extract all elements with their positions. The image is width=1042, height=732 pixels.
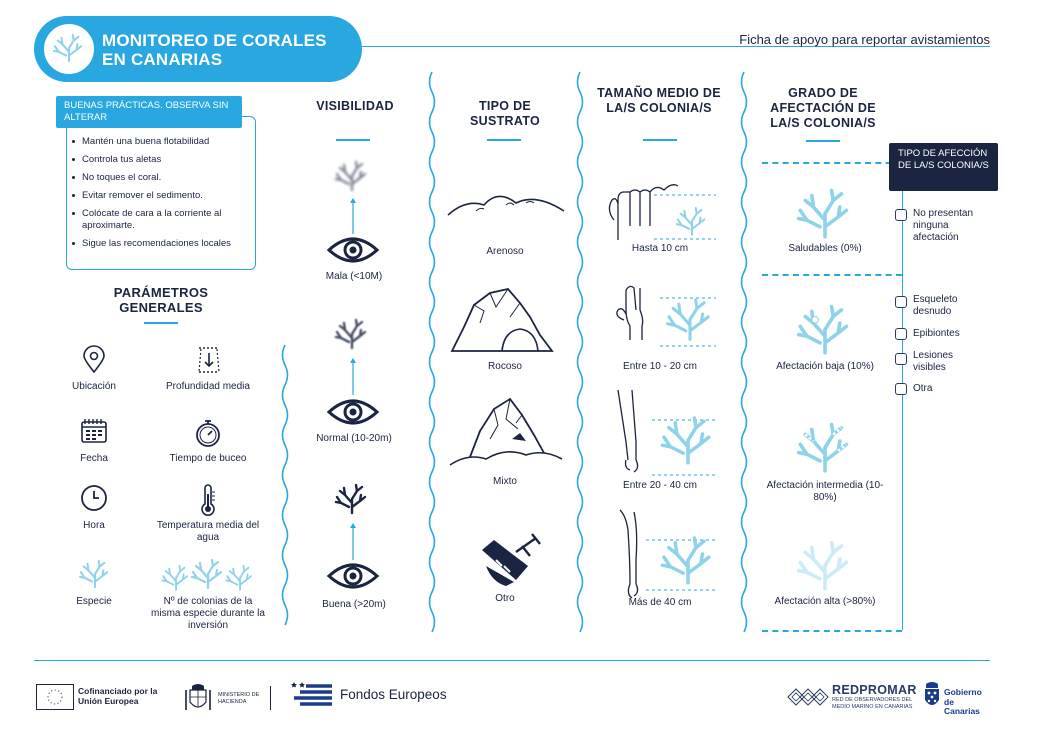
ministry-text: MINISTERIO DE HACIENDA: [218, 692, 260, 705]
eu-flag-icon: [36, 684, 74, 710]
list-item: Sigue las recomendaciones locales: [70, 238, 250, 250]
param-label: Tiempo de buceo: [169, 453, 247, 464]
param-label: Hora: [83, 520, 105, 531]
param-label: Ubicación: [72, 381, 116, 392]
param-label: Temperatura media del agua: [156, 520, 260, 543]
section-divider: [336, 139, 370, 141]
section-divider: [806, 140, 840, 142]
redpromar-subtitle: RED DE OBSERVADORES DEL MEDIO MARINO EN CANARIAS: [832, 697, 913, 710]
row-divider: [762, 274, 902, 276]
low-affection-coral-icon: [790, 300, 860, 356]
affection-type-heading: TIPO DE AFECCIÓN DE LA/S COLONIA/S: [889, 143, 998, 191]
affection-type-label: No presentan ninguna afectación: [913, 208, 974, 243]
param-label: Fecha: [80, 453, 108, 464]
affection-type-label: Otra: [913, 383, 933, 394]
substrate-label: Arenoso: [486, 246, 524, 257]
section-divider: [487, 139, 521, 141]
size-label: Hasta 10 cm: [631, 243, 689, 254]
affection-label: Afectación intermedia (10-80%): [766, 480, 884, 503]
general-parameters-heading: PARÁMETROS GENERALES: [113, 285, 209, 315]
bare-skeleton-checkbox[interactable]: [895, 296, 907, 308]
visibility-label: Normal (10-20m): [316, 433, 392, 444]
row-divider: [762, 630, 902, 632]
redpromar-logo-icon: [788, 686, 828, 708]
sandy-substrate-icon: [446, 185, 566, 235]
size-label: Entre 10 - 20 cm: [623, 361, 697, 372]
healthy-coral-icon: [790, 184, 860, 240]
param-label: Especie: [76, 596, 112, 607]
visibility-label: Buena (>20m): [322, 599, 386, 610]
affection-type-label: Epibiontes: [913, 328, 960, 339]
substrate-heading: TIPO DE SUSTRATO: [470, 99, 540, 128]
spain-coat-of-arms-icon: [184, 682, 212, 714]
list-item: No toques el coral.: [70, 172, 250, 184]
affection-type-label: Lesiones visibles: [913, 350, 954, 373]
no-affection-checkbox[interactable]: [895, 209, 907, 221]
page-title: MONITOREO DE CORALES EN CANARIAS: [102, 31, 327, 69]
footer-divider: [270, 686, 271, 710]
list-item: Evitar remover el sedimento.: [70, 190, 250, 202]
epibionts-checkbox[interactable]: [895, 328, 907, 340]
size-graphics: [596, 170, 726, 630]
gobierno-canarias-text: Gobierno de Canarias: [944, 687, 982, 716]
affection-label: Afectación alta (>80%): [774, 596, 876, 607]
affection-label: Saludables (0%): [788, 243, 862, 254]
affection-label: Afectación baja (10%): [776, 361, 874, 372]
list-item: Controla tus aletas: [70, 154, 250, 166]
mixed-substrate-icon: [446, 395, 564, 469]
row-divider: [762, 162, 902, 164]
list-item: Colócate de cara a la corriente al aproximarte.: [70, 208, 250, 231]
rocky-substrate-icon: [450, 287, 555, 353]
section-divider: [643, 139, 677, 141]
gobierno-canarias-shield-icon: [922, 680, 942, 710]
page-subtitle: Ficha de apoyo para reportar avistamientos: [739, 32, 990, 47]
visible-lesions-checkbox[interactable]: [895, 353, 907, 365]
eu-cofinanced-text: Cofinanciado por la Unión Europea: [78, 686, 158, 706]
high-affection-coral-icon: [790, 536, 860, 592]
good-practices-heading: BUENAS PRÁCTICAS. OBSERVA SIN ALTERAR: [56, 96, 242, 128]
other-affection-checkbox[interactable]: [895, 383, 907, 395]
param-label: Profundidad media: [166, 381, 250, 392]
affection-degree-heading: GRADO DE AFECTACIÓN DE LA/S COLONIA/S: [770, 86, 876, 130]
list-item: Mantén una buena flotabilidad: [70, 136, 250, 148]
redpromar-text: REDPROMAR: [832, 683, 917, 697]
affection-type-label: Esqueleto desnudo: [913, 294, 958, 317]
fondos-europeos-flag-icon: [292, 680, 334, 710]
size-label: Entre 20 - 40 cm: [623, 480, 697, 491]
fondos-europeos-text: Fondos Europeos: [340, 687, 447, 702]
size-heading: TAMAÑO MEDIO DE LA/S COLONIA/S: [597, 86, 721, 115]
footer-rule: [34, 660, 990, 661]
shipwreck-icon: [476, 532, 546, 588]
visibility-heading: VISIBILIDAD: [316, 99, 394, 113]
size-label: Más de 40 cm: [628, 597, 692, 608]
visibility-graphics: [300, 150, 410, 620]
visibility-label: Mala (<10M): [325, 271, 383, 282]
medium-affection-coral-icon: [790, 418, 860, 474]
param-label: Nº de colonias de la misma especie durante la inversión: [151, 596, 265, 631]
substrate-label: Mixto: [493, 476, 517, 487]
affection-timeline: [902, 160, 903, 630]
substrate-label: Rocoso: [488, 361, 522, 372]
substrate-label: Otro: [495, 593, 515, 604]
